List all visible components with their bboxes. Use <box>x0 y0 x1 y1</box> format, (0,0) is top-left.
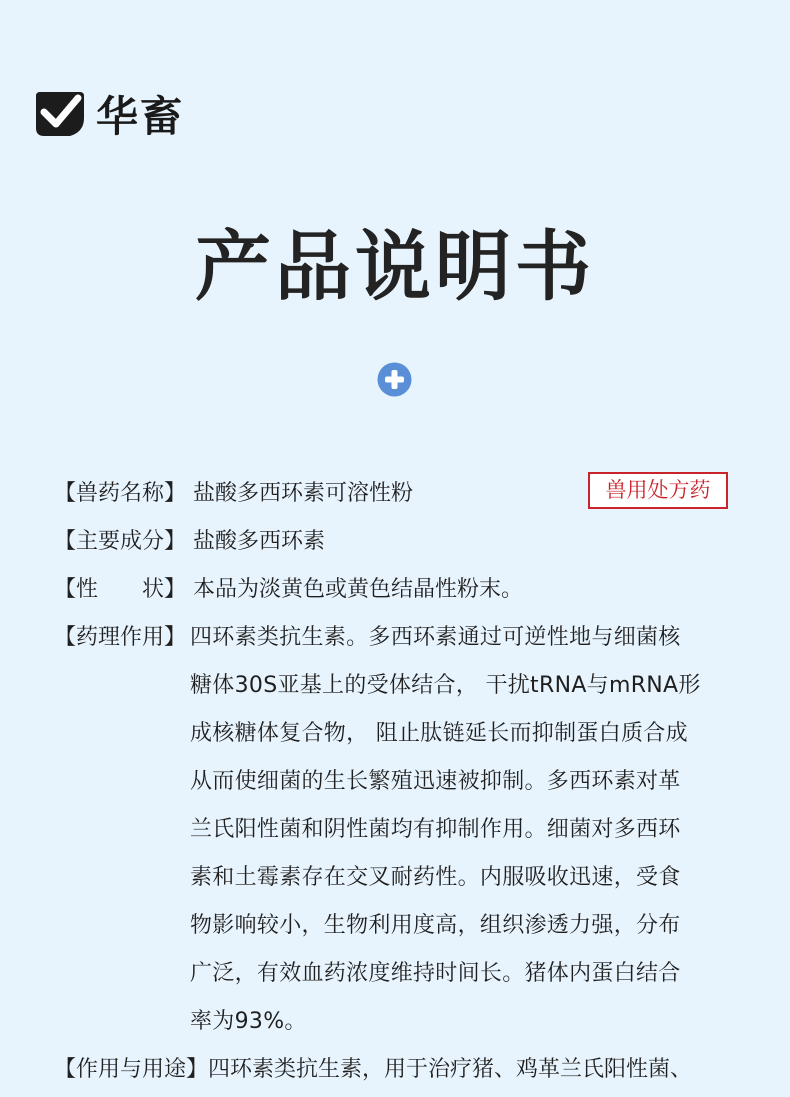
pharmacology-line: 率为93%。 <box>190 1009 307 1034</box>
page-title: 产品说明书 <box>195 222 595 311</box>
field-name <box>54 479 413 509</box>
field-label: 【兽药名称】 <box>54 481 187 506</box>
field-value: 盐酸多西环素 <box>193 529 326 554</box>
pharmacology-line: 素和土霉素存在交叉耐药性。内服吸收迅速，受食 <box>190 865 681 890</box>
brand-name: 华畜 <box>96 92 185 141</box>
brand-logo <box>34 84 184 144</box>
pharmacology-line: 成核糖体复合物， 阻止肽链延长而抑制蛋白质合成 <box>190 721 688 746</box>
plus-circle-icon[interactable] <box>377 362 412 397</box>
field-label: 【作用与用途】 <box>54 1057 209 1082</box>
check-shield-icon <box>34 88 86 140</box>
prescription-badge: 兽用处方药 <box>588 472 728 509</box>
field-value: 盐酸多西环素可溶性粉 <box>193 481 414 506</box>
field-label: 【主要成分】 <box>54 529 187 554</box>
field-ingredient <box>54 527 325 557</box>
field-usage <box>54 1055 692 1085</box>
field-pharmacology-label <box>54 623 186 653</box>
field-appearance <box>54 575 523 605</box>
pharmacology-line: 从而使细菌的生长繁殖迅速被抑制。多西环素对革 <box>190 769 681 794</box>
field-value: 四环素类抗生素，用于治疗猪、鸡革兰氏阳性菌、 <box>208 1057 693 1082</box>
pharmacology-line: 物影响较小，生物利用度高，组织渗透力强，分布 <box>190 913 681 938</box>
field-label: 【性 状】 <box>54 577 187 602</box>
pharmacology-line: 兰氏阳性菌和阴性菌均有抑制作用。细菌对多西环 <box>190 817 681 842</box>
field-value: 本品为淡黄色或黄色结晶性粉末。 <box>193 577 524 602</box>
pharmacology-line: 广泛，有效血药浓度维持时间长。猪体内蛋白结合 <box>190 961 681 986</box>
field-label: 【药理作用】 <box>54 625 187 650</box>
pharmacology-line: 糖体30S亚基上的受体结合， 干扰tRNA与mRNA形 <box>190 673 701 698</box>
pharmacology-line: 四环素类抗生素。多西环素通过可逆性地与细菌核 <box>190 625 681 650</box>
